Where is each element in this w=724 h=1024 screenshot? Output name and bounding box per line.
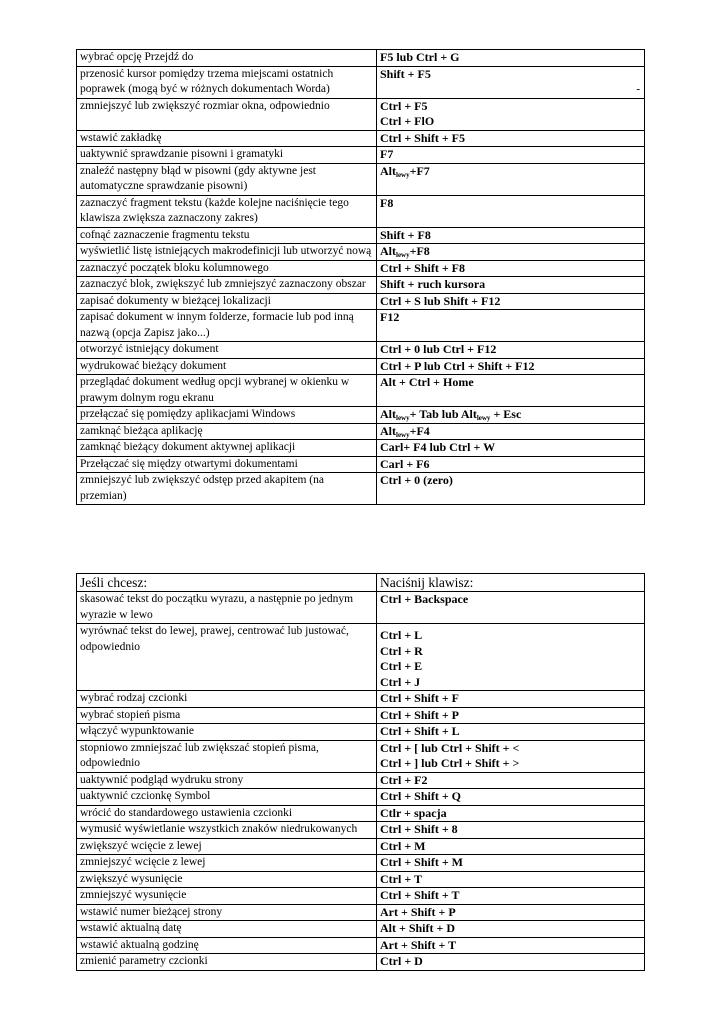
table-row [77, 130, 645, 147]
table-row [77, 277, 645, 294]
key-subscript: lewy [396, 170, 410, 179]
action-cell: zwiększyć wysunięcie [77, 871, 377, 888]
table-row [77, 937, 645, 954]
table-row [77, 772, 645, 789]
shortcut-cell: F12 [377, 310, 645, 342]
shortcut-cell: Ctrl + F2 [377, 772, 645, 789]
action-cell: zaznaczyć początek bloku kolumnowego [77, 260, 377, 277]
table-header-row [77, 574, 645, 592]
action-cell: wyrównać tekst do lewej, prawej, centrować lub justować, odpowiednio [77, 624, 377, 691]
action-cell: stopniowo zmniejszać lub zwiększać stopień pisma, odpowiednio [77, 740, 377, 772]
shortcut-cell: Ctrl + 0 (zero) [377, 473, 645, 505]
key-rest: + Esc [490, 407, 522, 421]
shortcut-cell [377, 740, 645, 772]
table-row [77, 244, 645, 261]
table-row [77, 375, 645, 407]
key-rest: +F8 [409, 244, 430, 258]
table-row [77, 724, 645, 741]
table-row [77, 855, 645, 872]
key-subscript: lewy [396, 251, 410, 259]
key-alt: Alt [380, 407, 396, 421]
shortcut-cell: Art + Shift + P [377, 904, 645, 921]
shortcut-text: Ctrl + J [380, 674, 421, 689]
shortcut-cell: Ctrl + Shift + F5 [377, 130, 645, 147]
shortcut-text: Ctrl + R [380, 643, 423, 658]
table-row [77, 888, 645, 905]
action-cell: wybrać opcję Przejdź do [77, 50, 377, 67]
action-cell: skasować tekst do początku wyrazu, a następnie po jednym wyrazie w lewo [77, 592, 377, 624]
action-cell: włączyć wypunktowanie [77, 724, 377, 741]
table-row [77, 342, 645, 359]
action-cell: otworzyć istniejący dokument [77, 342, 377, 359]
table-row [77, 456, 645, 473]
table-row [77, 789, 645, 806]
action-cell: uaktywnić czcionkę Symbol [77, 789, 377, 806]
shortcut-cell: Ctrl + Shift + Q [377, 789, 645, 806]
action-cell: zmniejszyć lub zwiększyć rozmiar okna, odpowiednio [77, 98, 377, 130]
action-cell: wybrać stopień pisma [77, 707, 377, 724]
shortcut-cell: F7 [377, 147, 645, 164]
shortcut-cell: Carl + F6 [377, 456, 645, 473]
shortcut-cell: Shift + ruch kursora [377, 277, 645, 294]
table-row [77, 195, 645, 227]
shortcut-cell: Ctrl + Shift + M [377, 855, 645, 872]
table-row [77, 954, 645, 971]
action-cell: cofnąć zaznaczenie fragmentu tekstu [77, 227, 377, 244]
key-rest: +F7 [409, 163, 430, 178]
shortcut-cell [377, 98, 645, 130]
shortcut-cell: Shift + F8 [377, 227, 645, 244]
shortcut-cell [377, 66, 645, 98]
action-cell: wstawić aktualną datę [77, 921, 377, 938]
shortcut-cell [377, 624, 645, 691]
shortcut-text: Ctrl + ] lub Ctrl + Shift + > [380, 756, 520, 770]
action-cell: zaznaczyć blok, zwiększyć lub zmniejszyć zaznaczony obszar [77, 277, 377, 294]
shortcut-cell: Alt + Ctrl + Home [377, 375, 645, 407]
action-cell: wstawić zakładkę [77, 130, 377, 147]
shortcut-cell: Ctrl + D [377, 954, 645, 971]
table-row [77, 822, 645, 839]
key-alt: Alt [380, 244, 396, 258]
shortcut-cell: Ctrl + Shift + L [377, 724, 645, 741]
action-cell: wybrać rodzaj czcionki [77, 691, 377, 708]
shortcut-cell: F8 [377, 195, 645, 227]
table-row [77, 163, 645, 195]
action-cell: przeglądać dokument według opcji wybranej w okienku w prawym dolnym rogu ekranu [77, 375, 377, 407]
table-row [77, 440, 645, 457]
shortcut-cell: Ctrl + Shift + 8 [377, 822, 645, 839]
shortcut-cell: Ctrl + Shift + T [377, 888, 645, 905]
table-row [77, 592, 645, 624]
shortcut-text: Ctrl + E [380, 659, 423, 673]
margin-mark: - [636, 83, 640, 95]
action-cell: zamknąć bieżący dokument aktywnej aplikacji [77, 440, 377, 457]
table-row [77, 805, 645, 822]
column-header-keys: Naciśnij klawisz: [377, 574, 645, 592]
table-row [77, 904, 645, 921]
action-cell: przełączać się pomiędzy aplikacjami Windows [77, 407, 377, 424]
table-row [77, 66, 645, 98]
action-cell: zmniejszyć wcięcie z lewej [77, 855, 377, 872]
shortcut-cell: Ctrl + S lub Shift + F12 [377, 293, 645, 310]
shortcuts-table-1 [76, 49, 645, 505]
shortcut-cell: Ctrl + T [377, 871, 645, 888]
table-row [77, 50, 645, 67]
action-cell: zmniejszyć lub zwiększyć odstęp przed akapitem (na przemian) [77, 473, 377, 505]
action-cell: wstawić numer bieżącej strony [77, 904, 377, 921]
shortcut-text: Shift + F5 [380, 66, 431, 81]
shortcuts-table-2 [76, 573, 645, 971]
action-cell: wymusić wyświetlanie wszystkich znaków niedrukowanych [77, 822, 377, 839]
action-cell: wrócić do standardowego ustawienia czcionki [77, 805, 377, 822]
key-subscript: lewy [476, 414, 491, 422]
shortcut-cell: Art + Shift + T [377, 937, 645, 954]
key-rest: +F4 [409, 423, 430, 438]
shortcut-cell [377, 163, 645, 195]
shortcut-cell: Ctrl + Shift + F8 [377, 260, 645, 277]
action-cell: zmienić parametry czcionki [77, 954, 377, 971]
table-row [77, 423, 645, 440]
action-cell: zmniejszyć wysunięcie [77, 888, 377, 905]
shortcut-cell: Carl+ F4 lub Ctrl + W [377, 440, 645, 457]
shortcut-cell [377, 244, 645, 261]
table-row [77, 147, 645, 164]
action-cell: wstawić aktualną godzinę [77, 937, 377, 954]
action-cell: uaktywnić podgląd wydruku strony [77, 772, 377, 789]
action-cell: wydrukować bieżący dokument [77, 358, 377, 375]
table-row [77, 260, 645, 277]
shortcut-cell: F5 lub Ctrl + G [377, 50, 645, 67]
shortcut-cell: Ctrl + P lub Ctrl + Shift + F12 [377, 358, 645, 375]
table-row [77, 740, 645, 772]
table-row [77, 691, 645, 708]
shortcut-text: Ctrl + L [380, 628, 423, 642]
key-rest: + Tab lub Alt [409, 407, 477, 421]
shortcut-cell: Ctrl + Shift + F [377, 691, 645, 708]
table-row [77, 707, 645, 724]
action-cell: przenosić kursor pomiędzy trzema miejscami ostatnich poprawek (mogą być w różnych dokumentach Worda) [77, 66, 377, 98]
action-cell: zapisać dokument w innym folderze, formacie lub pod inną nazwą (opcja Zapisz jako...) [77, 310, 377, 342]
shortcut-cell [377, 423, 645, 440]
action-cell: zaznaczyć fragment tekstu (każde kolejne naciśnięcie tego klawisza zwiększa zaznaczony zakres) [77, 195, 377, 227]
action-cell: znaleźć następny błąd w pisowni (gdy aktywne jest automatyczne sprawdzanie pisowni) [77, 163, 377, 195]
action-cell: zamknąć bieżąca aplikację [77, 423, 377, 440]
shortcut-cell: Ctrl + Backspace [377, 592, 645, 624]
key-subscript: lewy [396, 430, 410, 439]
shortcut-cell [377, 407, 645, 424]
table-row [77, 310, 645, 342]
column-header-action: Jeśli chcesz: [77, 574, 377, 592]
key-alt: Alt [380, 163, 396, 178]
shortcut-text: Ctrl + FlO [380, 114, 435, 128]
shortcut-cell: Alt + Shift + D [377, 921, 645, 938]
shortcut-cell: Ctrl + M [377, 838, 645, 855]
action-cell: wyświetlić listę istniejących makrodefinicji lub utworzyć nową [77, 244, 377, 261]
key-subscript: lewy [396, 414, 410, 422]
shortcut-text: Ctrl + [ lub Ctrl + Shift + < [380, 740, 520, 755]
table-row [77, 838, 645, 855]
shortcut-cell: Ctrl + 0 lub Ctrl + F12 [377, 342, 645, 359]
table-row [77, 227, 645, 244]
table-row [77, 871, 645, 888]
shortcut-cell: Ctrl + Shift + P [377, 707, 645, 724]
table-row [77, 624, 645, 691]
action-cell: uaktywnić sprawdzanie pisowni i gramatyki [77, 147, 377, 164]
table-row [77, 921, 645, 938]
table-row [77, 293, 645, 310]
table-row [77, 358, 645, 375]
action-cell: Przełączać się między otwartymi dokumentami [77, 456, 377, 473]
action-cell: zapisać dokumenty w bieżącej lokalizacji [77, 293, 377, 310]
shortcut-text: Ctrl + F5 [380, 98, 428, 113]
table-row [77, 473, 645, 505]
shortcut-cell: Ctlr + spacja [377, 805, 645, 822]
table-row [77, 98, 645, 130]
table-row [77, 407, 645, 424]
key-alt: Alt [380, 423, 396, 438]
action-cell: zwiększyć wcięcie z lewej [77, 838, 377, 855]
